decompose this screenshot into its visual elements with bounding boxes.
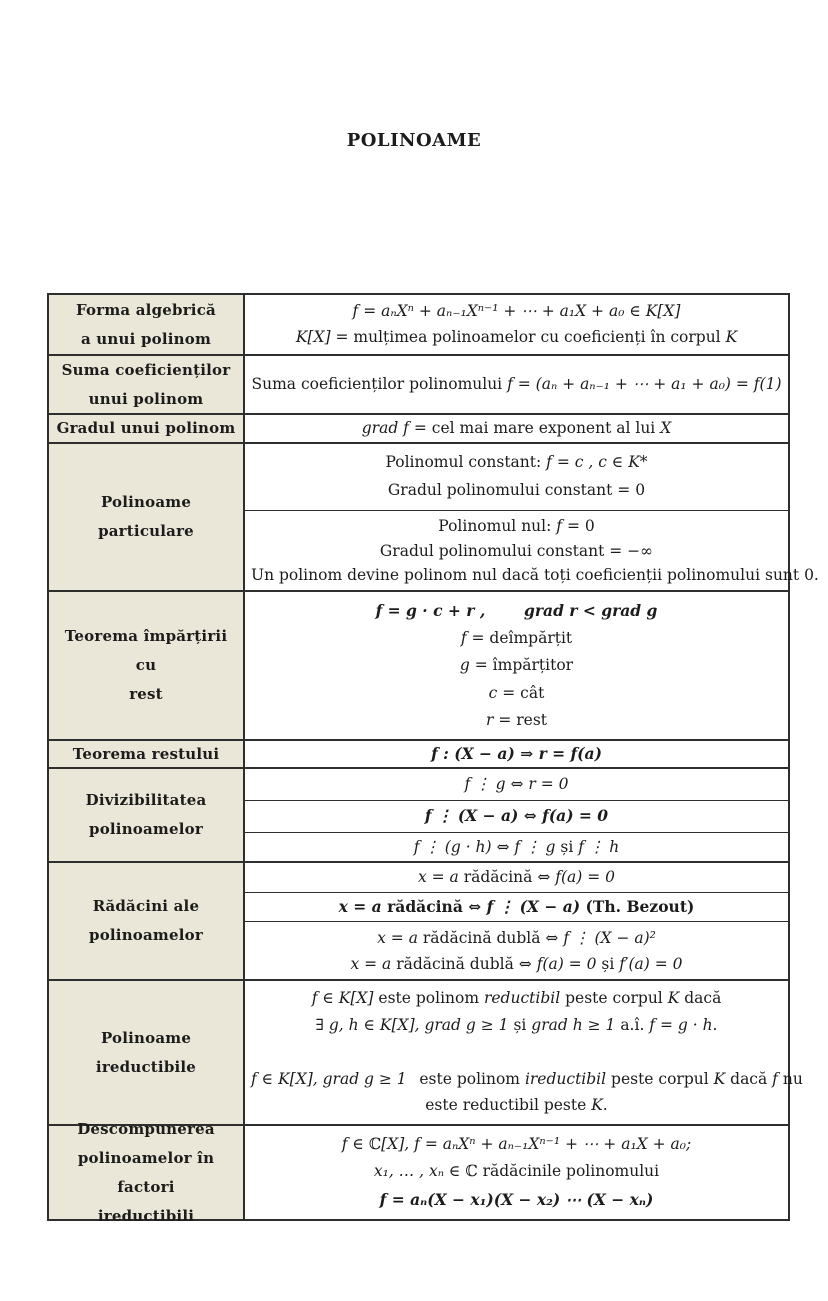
row-content-cell [245, 741, 788, 767]
text-segment: x = a [417, 867, 459, 886]
text-segment: Divizibilitatea [85, 791, 207, 809]
text-line [53, 1024, 239, 1082]
text-segment: g [459, 656, 470, 675]
text-segment: f [772, 1069, 778, 1088]
text-line [53, 892, 239, 921]
text-segment: K [725, 327, 738, 346]
text-segment: polinoamelor [89, 820, 203, 838]
text-segment: f(a) = 0 [555, 867, 616, 886]
text-segment: f = aₙ(X − x₁)(X − x₂) ⋯ (X − xₙ) [379, 1189, 654, 1209]
row-label-cell [49, 863, 245, 979]
text-segment: unui polinom [115, 419, 236, 437]
text-line [251, 1016, 782, 1035]
row-content-cell [245, 356, 788, 413]
text-segment: este polinom [373, 989, 484, 1008]
table-row-divizibilitatea-polinoamelor [49, 767, 788, 861]
text-line [53, 740, 239, 769]
text-line [251, 542, 782, 561]
row-label-cell [49, 592, 245, 739]
text-segment: f ⋮ (g · h) ⇔ f ⋮ g [413, 838, 556, 857]
text-line [251, 1069, 803, 1089]
content-sub-cell [245, 741, 788, 767]
text-segment: = împărțitor [469, 656, 574, 675]
text-line [251, 481, 782, 500]
row-label-cell [49, 981, 245, 1124]
row-label-cell [49, 1119, 245, 1225]
text-line [53, 325, 239, 354]
text-segment: = cel mai mare exponent al lui [408, 418, 661, 437]
text-segment: peste corpul [560, 989, 668, 1008]
text-line [251, 1043, 782, 1062]
text-segment: dacă [725, 1069, 773, 1088]
text-segment: ∃ g, h ∈ K[X], grad g ≥ 1 [315, 1016, 509, 1035]
text-segment: ireductibili [97, 1206, 195, 1225]
text-segment: x₁, … , xₙ ∈ [373, 1162, 466, 1181]
content-sub-cell [245, 981, 803, 1124]
text-segment: f [460, 629, 467, 648]
text-segment: rădăcină ⇔ [458, 867, 556, 886]
text-segment: f = g · c + r , [375, 600, 486, 620]
text-segment: f ∈ K[X] [311, 989, 374, 1008]
text-segment: ireductibil [524, 1069, 607, 1088]
text-segment: Polinomul constant: [385, 453, 547, 472]
text-segment: f ⋮ (X − a) [486, 896, 581, 916]
text-segment: Teorema restului [72, 744, 220, 763]
text-segment: x = a [338, 896, 382, 916]
text-line [53, 385, 239, 414]
content-sub-cell [245, 832, 788, 863]
text-segment: grad f [361, 418, 409, 437]
table-row-radacini-ale-polinoamelor [49, 861, 788, 979]
content-sub-cell [245, 592, 788, 739]
text-segment: (Th. Bezout) [580, 896, 695, 916]
row-content-cell [245, 981, 803, 1124]
text-line [53, 680, 239, 709]
text-segment: f ⋮ (X − a) ⇔ f(a) = 0 [424, 806, 609, 826]
table-row-suma-coeficientilor [49, 354, 788, 413]
table-row-polinoame-particulare [49, 442, 819, 590]
row-label-cell [49, 415, 245, 442]
text-line [53, 1115, 239, 1144]
text-segment: grad h ≥ 1 [531, 1016, 616, 1035]
text-line [251, 419, 782, 438]
table-row-descompunerea-in-factori-ireductibili [49, 1119, 788, 1225]
text-segment: c [488, 683, 498, 702]
text-segment: Suma coeficienților polinomului [251, 374, 508, 393]
text-line [53, 786, 239, 815]
text-segment: rădăcină dublă ⇔ [391, 954, 537, 973]
text-line [251, 453, 782, 472]
text-segment: dacă [679, 989, 722, 1008]
row-label-cell [49, 444, 245, 590]
text-line [251, 838, 782, 857]
text-segment: K [667, 989, 680, 1008]
text-line [251, 806, 782, 826]
text-line [251, 656, 782, 675]
text-segment: = 0 [562, 517, 595, 536]
text-segment: f = aₙXⁿ + aₙ₋₁Xⁿ⁻¹ + ⋯ + a₁X + a₀ ∈ K[X] [352, 302, 681, 321]
text-line [251, 1096, 782, 1115]
text-line [251, 1190, 782, 1210]
text-line [53, 622, 239, 680]
table-row-gradul [49, 413, 788, 442]
content-sub-cell [245, 295, 788, 354]
text-line [251, 955, 782, 974]
text-segment: Polinoame ireductibile [95, 1028, 197, 1076]
text-segment: = deîmpărțit [466, 629, 573, 648]
table-row-polinoame-ireductibile [49, 979, 803, 1124]
content-sub-cell [245, 769, 788, 800]
text-segment: Descompunerea [77, 1119, 215, 1138]
text-segment: . [602, 1096, 608, 1115]
text-line [251, 989, 782, 1008]
text-segment: = rest [493, 710, 548, 729]
content-sub-cell [245, 892, 788, 921]
row-content-cell [245, 863, 788, 979]
text-segment: f ∈ K[X], grad g ≥ 1 [251, 1069, 407, 1088]
text-segment: ℂ [368, 1134, 382, 1153]
table-row-teorema-restului [49, 739, 788, 767]
text-segment: f′(a) = 0 [619, 954, 683, 973]
text-segment: și [555, 838, 579, 857]
text-segment: K [713, 1069, 726, 1088]
text-line [53, 921, 239, 950]
text-line [251, 1162, 782, 1181]
text-segment: = mulțimea polinoamelor cu coeficienți în corpul [330, 327, 726, 346]
text-segment: K[X] [295, 327, 331, 346]
text-segment: nu [777, 1069, 803, 1088]
text-segment: reductibil [483, 989, 561, 1008]
text-line [251, 711, 782, 730]
text-segment: f = (aₙ + aₙ₋₁ + ⋯ + a₁ + a₀) = f(1) [507, 374, 782, 393]
text-segment: Gradul [56, 419, 116, 437]
text-line [53, 1144, 239, 1202]
text-segment: Teorema împărțirii cu [64, 627, 228, 674]
row-label-cell [49, 741, 245, 767]
text-segment: f : (X − a) ⇒ r = f(a) [431, 743, 602, 763]
row-label-cell [49, 769, 245, 861]
text-segment: polinoamelor [89, 926, 203, 944]
content-sub-cell [245, 510, 819, 592]
content-sub-cell [245, 800, 788, 832]
text-line [251, 868, 782, 887]
text-line [251, 744, 782, 764]
text-line [53, 356, 239, 385]
row-content-cell [245, 415, 788, 442]
text-line [251, 601, 782, 621]
text-line [251, 929, 782, 948]
text-segment: este polinom [406, 1069, 525, 1088]
text-segment: și [596, 954, 620, 973]
row-content-cell [245, 1126, 788, 1219]
text-segment: f = g · h. [649, 1016, 718, 1035]
text-line [251, 517, 782, 536]
text-line [251, 775, 782, 794]
text-segment: rădăcinile polinomului [477, 1162, 660, 1181]
text-segment: K [591, 1096, 603, 1115]
text-line [251, 629, 782, 648]
text-segment: f ⋮ g ⇔ r = 0 [464, 774, 569, 793]
text-segment: Suma coeficienților [61, 360, 231, 379]
table-row-teorema-impartirii-cu-rest [49, 590, 788, 739]
text-segment: = cât [497, 683, 545, 702]
text-segment: f ⋮ h [578, 838, 620, 857]
text-segment: Polinoame particulare [98, 493, 194, 540]
text-segment: f = c , c ∈ K* [546, 453, 648, 472]
text-segment: x = a [377, 929, 418, 948]
content-sub-cell [245, 356, 788, 413]
row-content-cell [245, 769, 788, 861]
text-line [251, 302, 782, 321]
text-line [53, 414, 239, 443]
text-line [251, 1135, 782, 1154]
row-content-cell [245, 295, 788, 354]
text-segment [485, 601, 524, 620]
text-segment: rest [129, 685, 163, 703]
row-content-cell [245, 592, 788, 739]
text-line [53, 1202, 239, 1231]
text-segment: Rădăcini [92, 897, 169, 915]
text-segment: X [660, 418, 672, 437]
text-segment: este reductibil peste [425, 1096, 592, 1115]
text-segment: polinoamelor în factori [77, 1148, 215, 1196]
text-segment: Un polinom devine polinom nul dacă toți coeficienții polinomului sunt 0. [251, 566, 819, 585]
text-segment: și [508, 1016, 532, 1035]
text-segment: f ∈ [341, 1134, 369, 1153]
text-segment: ale [168, 897, 200, 915]
text-segment: Gradul polinomului constant = −∞ [379, 541, 654, 560]
row-content-cell [245, 444, 819, 590]
text-segment: [X], f = aₙXⁿ + aₙ₋₁Xⁿ⁻¹ + ⋯ + a₁X + a₀; [381, 1134, 692, 1153]
text-segment: a.î. [615, 1016, 650, 1035]
text-segment: peste corpul [606, 1069, 714, 1088]
text-segment: rădăcină ⇔ [381, 896, 487, 916]
text-line [53, 296, 239, 325]
text-line [251, 897, 782, 917]
text-segment: grad r < grad g [524, 600, 658, 620]
text-segment: a unui polinom [80, 329, 212, 348]
text-segment: Gradul polinomului constant = 0 [387, 481, 646, 500]
text-line [53, 488, 239, 546]
text-segment: rădăcină dublă ⇔ [417, 929, 564, 948]
content-sub-cell [245, 1126, 788, 1219]
text-segment: r [485, 710, 494, 729]
text-segment: f ⋮ (X − a)² [563, 929, 656, 948]
text-line [251, 328, 782, 347]
text-segment: ℂ [465, 1162, 478, 1181]
text-line [53, 815, 239, 844]
text-segment: f(a) = 0 [536, 954, 597, 973]
content-sub-cell [245, 444, 788, 510]
page-title: POLINOAME [346, 130, 482, 151]
text-segment: Forma algebrică [76, 300, 216, 319]
text-line [251, 566, 819, 585]
content-sub-cell [245, 863, 788, 892]
polinoame-table [47, 293, 819, 1225]
text-line [251, 375, 782, 394]
table-row-forma-algebrica [49, 295, 788, 354]
text-segment: Polinomul nul: [438, 517, 557, 536]
content-sub-cell [245, 921, 788, 981]
text-segment: f [556, 517, 563, 536]
content-sub-cell [245, 415, 788, 442]
text-segment: unui polinom [88, 389, 204, 408]
text-line [251, 684, 782, 703]
text-segment: x = a [350, 954, 392, 973]
row-label-cell [49, 295, 245, 354]
row-label-cell [49, 356, 245, 413]
